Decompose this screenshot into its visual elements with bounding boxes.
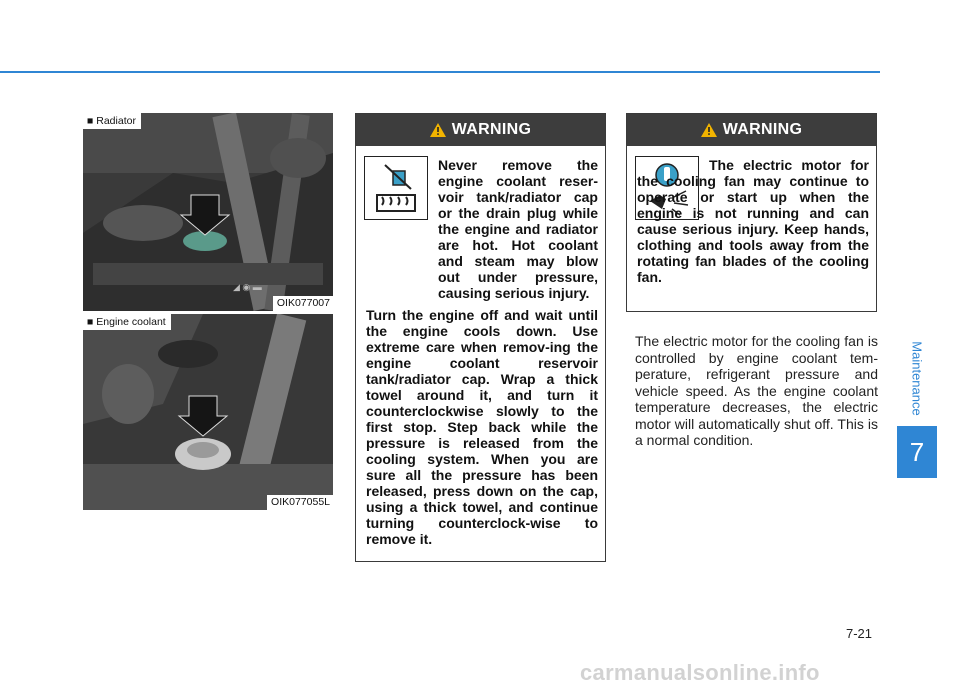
engine-coolant-caption: ■ Engine coolant	[83, 314, 171, 330]
coolant-warning-box	[355, 113, 606, 562]
radiator-caption: ■ Radiator	[83, 113, 141, 129]
chapter-tab[interactable]: 7	[897, 426, 937, 478]
radiator-code: OIK077007	[273, 296, 333, 311]
page-number: 7-21	[846, 626, 873, 641]
body-paragraph: The electric motor for the cooling fan is controlled by engine coolant tem-perature, refrigerant pressure and vehicle speed. As the engine coolant temperature decreases, the electric motor will automatically shut off. This is a normal condition.	[635, 333, 878, 448]
coolant-warning-instructions	[366, 307, 598, 547]
watermark: carmanualsonline.info	[580, 660, 820, 685]
warning-title: WARNING	[722, 121, 803, 138]
section-label-text: Maintenance	[909, 340, 925, 416]
fan-warning-box	[626, 113, 877, 312]
warning-title: WARNING	[451, 121, 532, 138]
header-rule	[0, 71, 880, 73]
coolant-warning-sentence: Never remove the engine coolant reser-voir tank/radiator cap or the drain plug while the engine and radiator are hot. Hot coolant and steam may blow out under pressure, causing serious injury.	[438, 157, 598, 301]
warning-header	[627, 114, 876, 146]
warning-triangle-icon	[701, 123, 717, 137]
svg-text:◢ ◉ ▬: ◢ ◉ ▬	[233, 282, 262, 292]
radiator-photo	[83, 113, 333, 311]
coolant-warning-paragraph: Turn the engine off and wait until the engine cools down. Use extreme care when remov-ing the engine coolant reservoir tank/radiator cap. Wrap a thick towel around it, and turn it counterclockwise slowly to the first stop. Step back while the pressure is released from the cooling system. When you are sure all the pressure has been released, press down on the cap, using a thick towel, and continue turning counterclock-wise to remove it.	[366, 307, 598, 547]
hot-coolant-icon	[364, 156, 428, 220]
engine-coolant-photo	[83, 314, 333, 510]
warning-header	[356, 114, 605, 146]
coolant-warning-intro	[438, 157, 598, 301]
fan-warning-text	[637, 157, 869, 285]
section-label	[897, 340, 937, 416]
warning-triangle-icon	[430, 123, 446, 137]
fan-warning-paragraph: The electric motor for the cooling fan may continue to operate or start up when the engine is not running and can cause serious injury. Keep hands, clothing and tools away from the rotating fan blades of the cooling fan.	[637, 157, 869, 285]
engine-coolant-code: OIK077055L	[267, 495, 333, 510]
